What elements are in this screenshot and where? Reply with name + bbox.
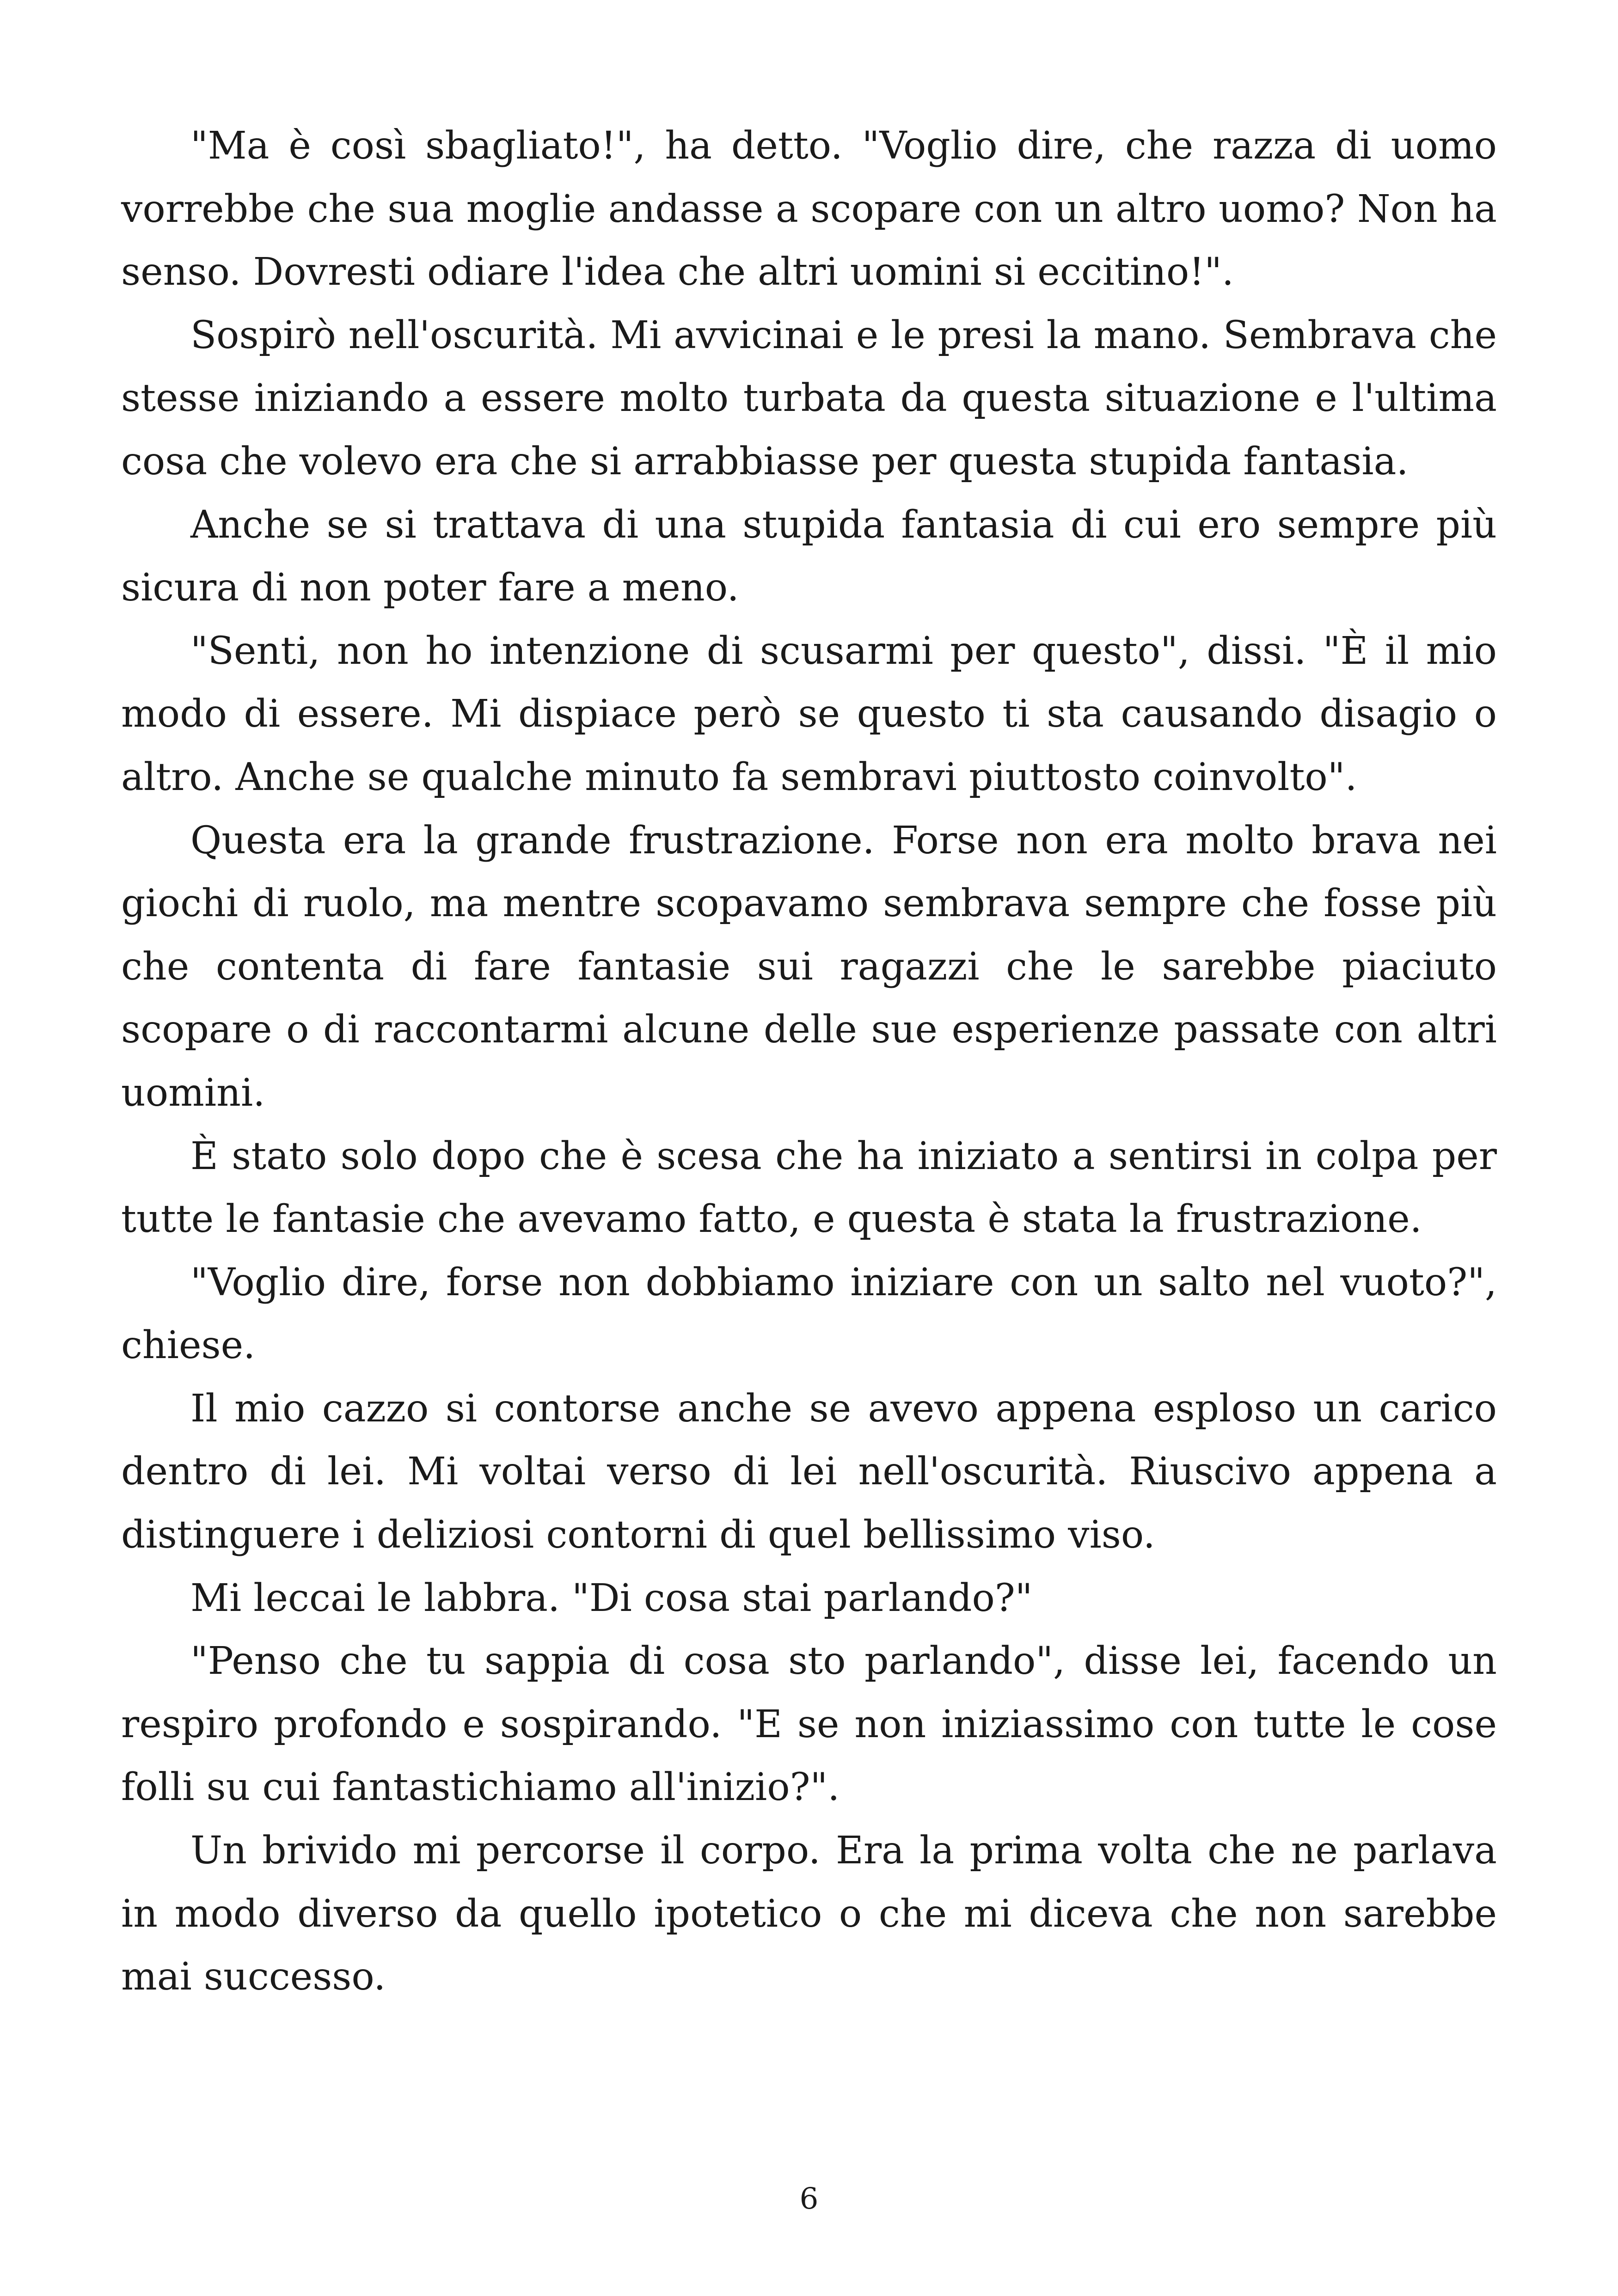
paragraph: "Ma è così sbagliato!", ha detto. "Voglio dire, che razza di uomo vorrebbe che sua moglie andasse a scopare con un altro uomo? Non ha senso. Dovresti odiare l'idea che altri uomini si eccitino!". (121, 124, 1497, 294)
paragraph: Mi leccai le labbra. "Di cosa stai parlando?" (190, 1576, 1033, 1620)
paragraph: "Voglio dire, forse non dobbiamo iniziare con un salto nel vuoto?", chiese. (121, 1260, 1497, 1368)
paragraph: "Senti, non ho intenzione di scusarmi per questo", dissi. "È il mio modo di essere. Mi dispiace però se questo ti sta causando disagio o altro. Anche se qualche minuto fa sembravi piuttosto coinvolto". (121, 629, 1497, 799)
paragraph: Questa era la grande frustrazione. Forse non era molto brava nei giochi di ruolo, ma mentre scopavamo sembrava sempre che fosse più che contenta di fare fantasie sui ragazzi che le sarebbe piaciuto scopare o di raccontarmi alcune delle sue esperienze passate con altri uomini. (121, 818, 1497, 1115)
paragraph: Il mio cazzo si contorse anche se avevo appena esploso un carico dentro di lei. Mi voltai verso di lei nell'oscurità. Riuscivo appena a distinguere i deliziosi contorni di quel bellissimo viso. (121, 1386, 1497, 1557)
paragraph: "Penso che tu sappia di cosa sto parlando", disse lei, facendo un respiro profondo e sospirando. "E se non iniziassimo con tutte le cose folli su cui fantastichiamo all'inizio?". (121, 1639, 1497, 1810)
paragraph: Un brivido mi percorse il corpo. Era la prima volta che ne parlava in modo diverso da quello ipotetico o che mi diceva che non sarebbe mai successo. (121, 1829, 1497, 1999)
paragraph: Anche se si trattava di una stupida fantasia di cui ero sempre più sicura di non poter fare a meno. (121, 502, 1497, 610)
body-text (121, 115, 1497, 2009)
paragraph: Sospirò nell'oscurità. Mi avvicinai e le presi la mano. Sembrava che stesse iniziando a essere molto turbata da questa situazione e l'ultima cosa che volevo era che si arrabbiasse per questa stupida fantasia. (121, 313, 1497, 484)
paragraph: È stato solo dopo che è scesa che ha iniziato a sentirsi in colpa per tutte le fantasie che avevamo fatto, e questa è stata la frustrazione. (121, 1134, 1497, 1242)
page-number: 6 (799, 2182, 819, 2216)
